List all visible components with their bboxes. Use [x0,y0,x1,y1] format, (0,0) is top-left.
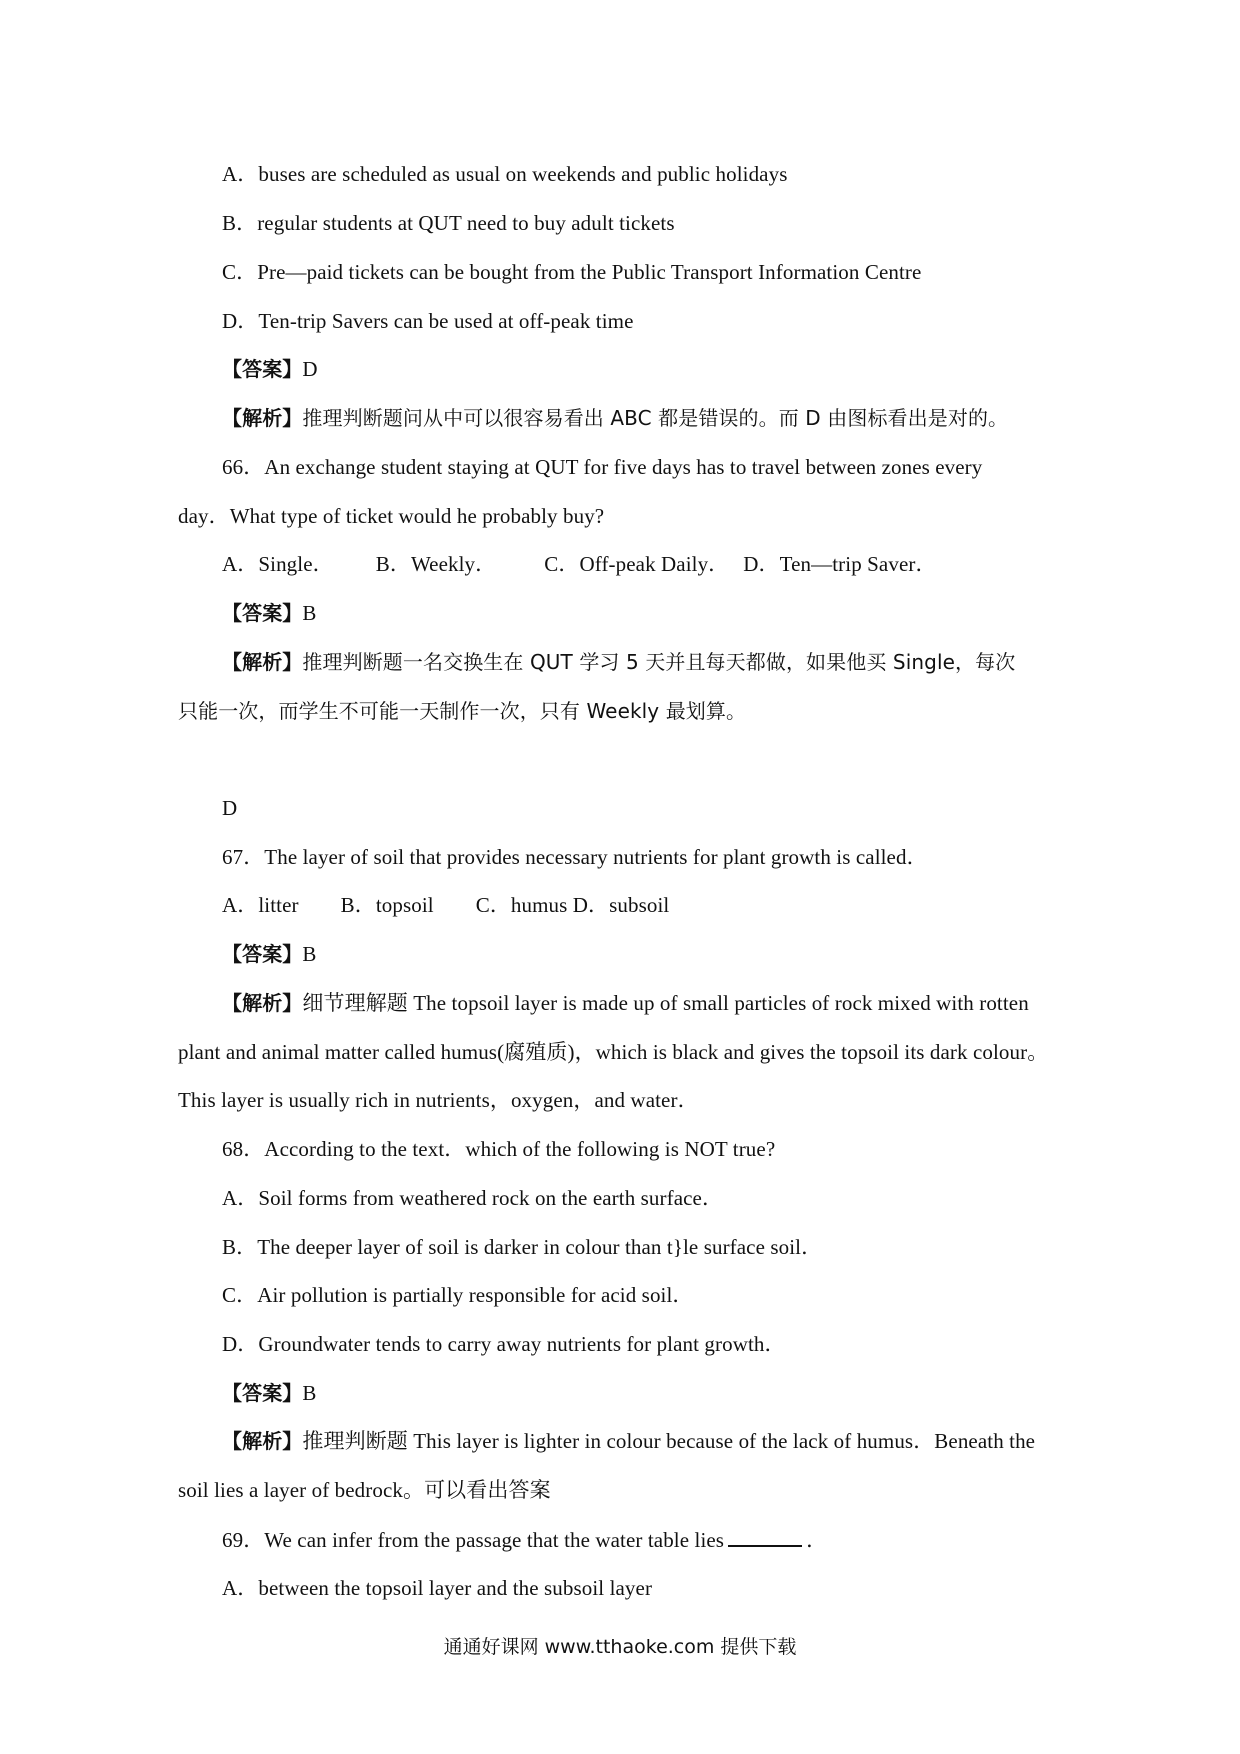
page-footer: 通通好课网 www.tthaoke.com 提供下载 [443,1636,797,1658]
q67-analysis-line-3: This layer is usually rich in nutrients，oxygen，and water． [178,1088,699,1112]
q67-option-cd: C．humus D．subsoil [475,893,670,917]
answer-tag: 【答案】 [222,601,303,625]
q68-option-b: B．The deeper layer of soil is darker in colour than t}le surface soil． [222,1235,823,1259]
analysis-text: 推理判断题问从中可以很容易看出 ABC 都是错误的。而 D 由图标看出是对的。 [302,406,1009,430]
q68-option-d: D．Groundwater tends to carry away nutrients for plant growth． [222,1332,786,1356]
q65-option-a: A．buses are scheduled as usual on weekends and public holidays [222,162,788,186]
q65-option-d: D．Ten-trip Savers can be used at off-peak time [222,309,634,333]
q69-option-a: A．between the topsoil layer and the subsoil layer [222,1576,653,1600]
q67-option-b: B．topsoil [340,893,434,917]
q66-stem-line-1: 66．An exchange student staying at QUT for five days has to travel between zones every [222,455,983,479]
q66-answer [222,599,317,627]
analysis-text: 推理判断题一名交换生在 QUT 学习 5 天并且每天都做，如果他买 Single，每次 [302,650,1016,674]
q68-analysis-line-2: soil lies a layer of bedrock。可以看出答案 [178,1478,551,1502]
q65-option-c: C．Pre—paid tickets can be bought from the Public Transport Information Centre [222,260,922,284]
q66-analysis-line-2: 只能一次，而学生不可能一天制作一次，只有 Weekly 最划算。 [178,699,747,723]
q68-analysis-line-1 [222,1427,1035,1455]
answer-value: B [302,601,317,625]
q66-stem-line-2: day．What type of ticket would he probably buy? [178,504,605,528]
section-letter: D [222,796,238,820]
answer-value: B [302,942,317,966]
q68-option-a: A．Soil forms from weathered rock on the earth surface． [222,1186,724,1210]
q67-options [222,891,669,919]
q67-option-a: A．litter [222,893,299,917]
analysis-text: 细节理解题 The topsoil layer is made up of small particles of rock mixed with rotten [302,991,1029,1015]
answer-value: B [302,1381,317,1405]
analysis-tag: 【解析】 [222,406,303,430]
q66-option-d: D．Ten—trip Saver． [743,552,937,576]
q66-option-c: C．Off-peak Daily． [544,552,730,576]
q68-option-c: C．Air pollution is partially responsible for acid soil． [222,1283,694,1307]
q65-answer [222,355,318,383]
analysis-tag: 【解析】 [222,650,303,674]
q66-options [222,550,937,578]
q67-stem: 67．The layer of soil that provides necessary nutrients for plant growth is called． [222,845,928,869]
answer-tag: 【答案】 [222,942,303,966]
analysis-text: 推理判断题 This layer is lighter in colour because of the lack of humus．Beneath the [302,1429,1036,1453]
answer-value: D [302,357,318,381]
q66-option-b: B．Weekly． [375,552,497,576]
answer-tag: 【答案】 [222,357,303,381]
analysis-tag: 【解析】 [222,1429,303,1453]
q67-analysis-line-2: plant and animal matter called humus(腐殖质)，which is black and gives the topsoil its dark colour。 [178,1040,1049,1064]
answer-blank [728,1525,802,1547]
q68-answer [222,1379,317,1407]
q69-stem-end: ． [806,1528,828,1552]
q65-option-b: B．regular students at QUT need to buy adult tickets [222,211,675,235]
q67-analysis-line-1 [222,989,1029,1017]
analysis-tag: 【解析】 [222,991,303,1015]
q65-analysis [222,404,1008,432]
q68-stem: 68．According to the text．which of the following is NOT true? [222,1137,776,1161]
q66-option-a: A．Single． [222,552,334,576]
q66-analysis-line-1 [222,648,1015,676]
q69-stem-text: 69．We can infer from the passage that the water table lies [222,1528,725,1552]
q67-answer [222,940,317,968]
q69-stem [222,1525,827,1554]
answer-tag: 【答案】 [222,1381,303,1405]
